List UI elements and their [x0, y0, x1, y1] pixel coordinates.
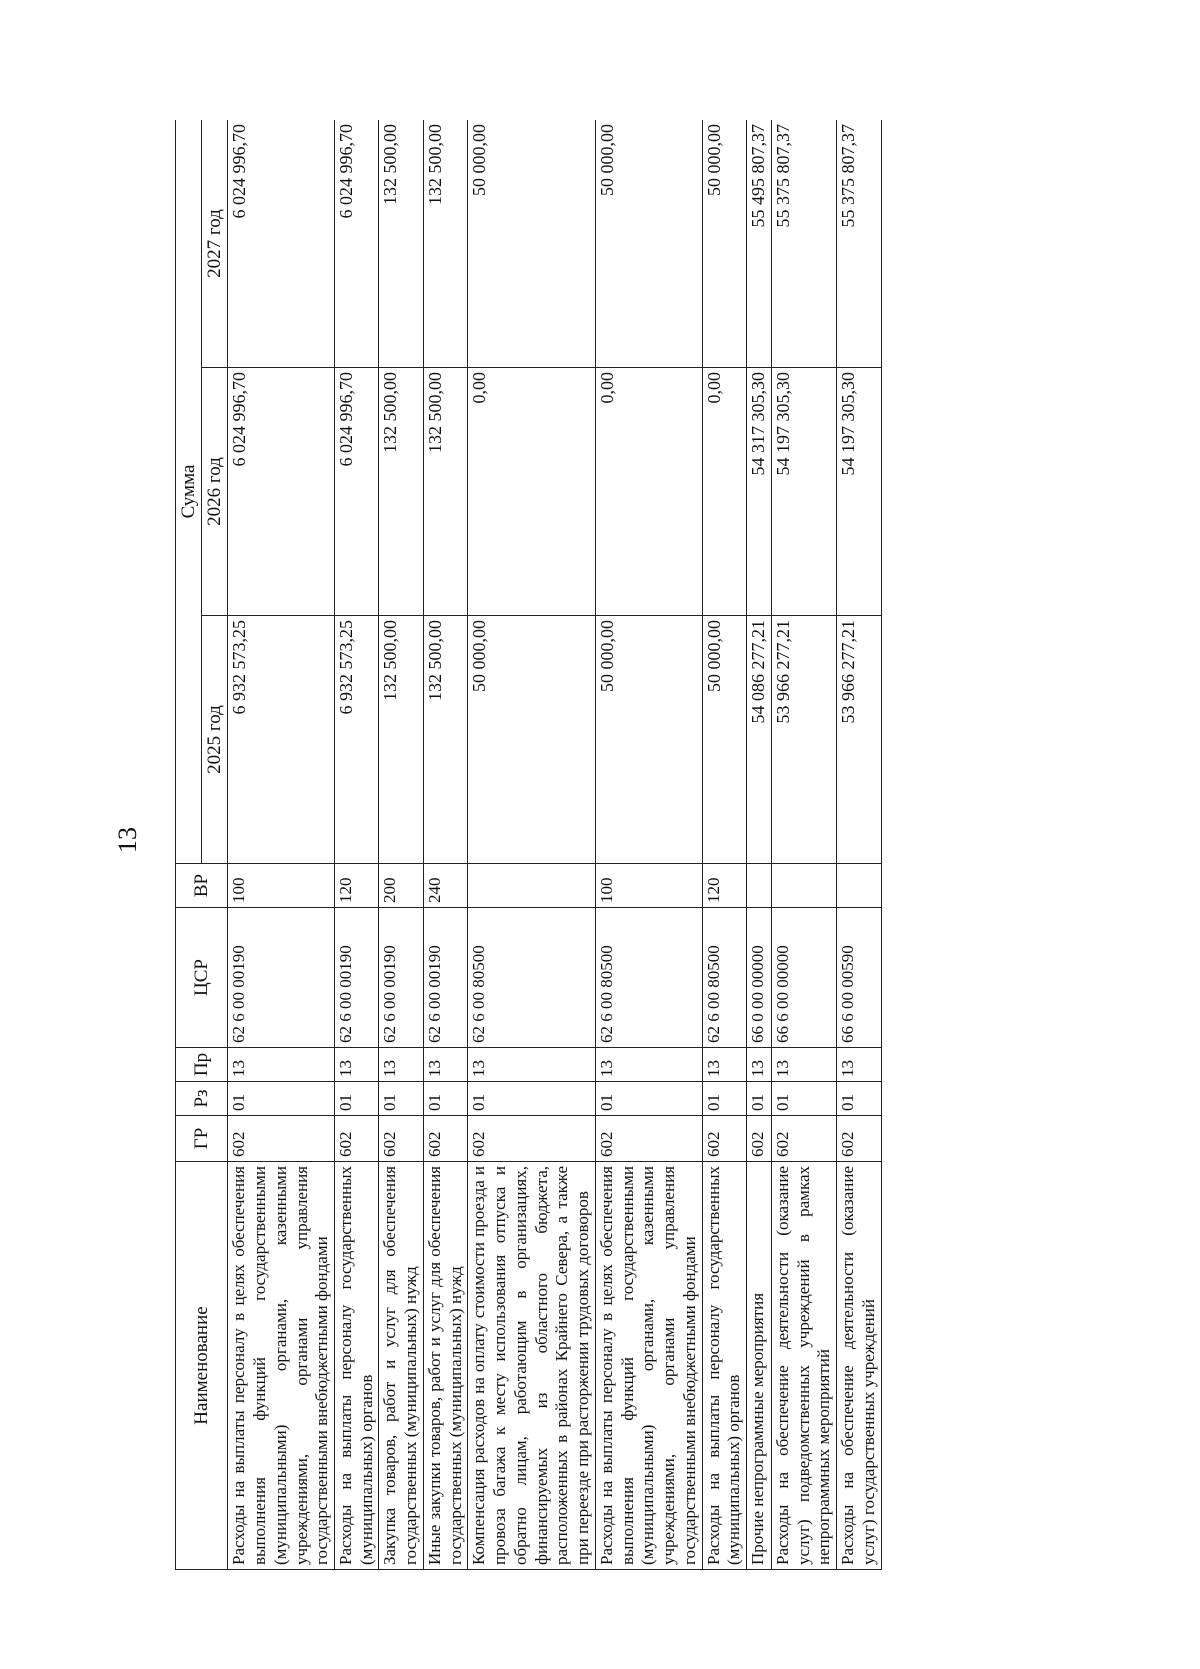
- cell-rz: 01: [702, 1082, 746, 1116]
- table-body: [228, 120, 881, 1570]
- cell-rz: 01: [771, 1082, 836, 1116]
- header-2025: 2025 год: [202, 616, 228, 864]
- cell-vr: 240: [423, 864, 467, 908]
- cell-name: Расходы на выплаты персоналу государственных (муниципальных) органов: [335, 1162, 379, 1570]
- cell-name: Расходы на обеспечение деятельности (оказание услуг) государственных учреждений: [837, 1162, 881, 1570]
- cell-csr: 62 6 00 80500: [595, 908, 702, 1048]
- cell-gr: 602: [335, 1116, 379, 1162]
- cell-2025: 53 966 277,21: [771, 616, 836, 864]
- cell-name: Компенсация расходов на оплату стоимости проезда и провоза багажа к месту использования отпуска и обратно лицам, работающим в организациях, финансируемых из областного бюджета, расположенных в районах Крайнего Севера, а также при переезде при расторжении трудовых договоров: [468, 1162, 595, 1570]
- table-row: [335, 120, 379, 1570]
- cell-2025: 50 000,00: [468, 616, 595, 864]
- cell-2026: 132 500,00: [379, 368, 423, 616]
- cell-vr: [468, 864, 595, 908]
- cell-csr: 62 6 00 00190: [379, 908, 423, 1048]
- header-rz: Рз: [176, 1082, 228, 1116]
- header-name: Наименование: [176, 1162, 228, 1570]
- cell-name: Закупка товаров, работ и услуг для обеспечения государственных (муниципальных) нужд: [379, 1162, 423, 1570]
- cell-pr: 13: [837, 1048, 881, 1082]
- cell-2027: 50 000,00: [595, 120, 702, 368]
- cell-pr: 13: [771, 1048, 836, 1082]
- header-sum: Сумма: [176, 120, 202, 864]
- cell-pr: 13: [746, 1048, 771, 1082]
- cell-rz: 01: [468, 1082, 595, 1116]
- cell-vr: 100: [228, 864, 335, 908]
- cell-2025: 6 932 573,25: [335, 616, 379, 864]
- cell-vr: 120: [702, 864, 746, 908]
- table-row: [746, 120, 771, 1570]
- cell-gr: 602: [468, 1116, 595, 1162]
- cell-csr: 62 6 00 00190: [228, 908, 335, 1048]
- cell-2025: 54 086 277,21: [746, 616, 771, 864]
- cell-csr: 62 6 00 80500: [702, 908, 746, 1048]
- cell-name: Расходы на выплаты персоналу в целях обеспечения выполнения функций государственными (муниципальными) органами, казенными учреждениями, органами управления государственными внебюджетными фондами: [595, 1162, 702, 1570]
- cell-gr: 602: [746, 1116, 771, 1162]
- cell-2026: 6 024 996,70: [228, 368, 335, 616]
- cell-2027: 55 375 807,37: [837, 120, 881, 368]
- table-row: [595, 120, 702, 1570]
- page-number: 13: [113, 827, 142, 853]
- cell-vr: 100: [595, 864, 702, 908]
- cell-rz: 01: [746, 1082, 771, 1116]
- budget-table: [175, 120, 882, 1570]
- cell-rz: 01: [595, 1082, 702, 1116]
- cell-2026: 54 317 305,30: [746, 368, 771, 616]
- budget-table-rotated: [175, 120, 1015, 1570]
- budget-table-frame: [175, 120, 1015, 1570]
- header-2027: 2027 год: [202, 120, 228, 368]
- header-gr: ГР: [176, 1116, 228, 1162]
- cell-csr: 66 0 00 00000: [746, 908, 771, 1048]
- cell-pr: 13: [335, 1048, 379, 1082]
- cell-name: Прочие непрограммные мероприятия: [746, 1162, 771, 1570]
- cell-gr: 602: [423, 1116, 467, 1162]
- cell-pr: 13: [702, 1048, 746, 1082]
- cell-2026: 6 024 996,70: [335, 368, 379, 616]
- cell-csr: 66 6 00 00590: [837, 908, 881, 1048]
- cell-2025: 50 000,00: [702, 616, 746, 864]
- cell-pr: 13: [423, 1048, 467, 1082]
- cell-2026: 132 500,00: [423, 368, 467, 616]
- cell-name: Расходы на обеспечение деятельности (оказание услуг) подведомственных учреждений в рамках непрограммных мероприятий: [771, 1162, 836, 1570]
- cell-2026: 0,00: [468, 368, 595, 616]
- cell-2027: 50 000,00: [468, 120, 595, 368]
- cell-csr: 66 6 00 00000: [771, 908, 836, 1048]
- cell-gr: 602: [771, 1116, 836, 1162]
- cell-rz: 01: [335, 1082, 379, 1116]
- header-2026: 2026 год: [202, 368, 228, 616]
- cell-pr: 13: [379, 1048, 423, 1082]
- cell-gr: 602: [595, 1116, 702, 1162]
- cell-name: Иные закупки товаров, работ и услуг для обеспечения государственных (муниципальных) нужд: [423, 1162, 467, 1570]
- cell-rz: 01: [423, 1082, 467, 1116]
- cell-2026: 54 197 305,30: [771, 368, 836, 616]
- header-vr: ВР: [176, 864, 228, 908]
- table-row: [423, 120, 467, 1570]
- cell-rz: 01: [837, 1082, 881, 1116]
- table-row: [379, 120, 423, 1570]
- cell-2027: 55 495 807,37: [746, 120, 771, 368]
- cell-vr: 200: [379, 864, 423, 908]
- cell-2027: 6 024 996,70: [228, 120, 335, 368]
- header-row-1: [176, 120, 202, 1570]
- cell-pr: 13: [228, 1048, 335, 1082]
- cell-vr: [837, 864, 881, 908]
- cell-2025: 50 000,00: [595, 616, 702, 864]
- cell-name: Расходы на выплаты персоналу государственных (муниципальных) органов: [702, 1162, 746, 1570]
- header-csr: ЦСР: [176, 908, 228, 1048]
- cell-2026: 0,00: [595, 368, 702, 616]
- cell-gr: 602: [702, 1116, 746, 1162]
- table-row: [702, 120, 746, 1570]
- cell-2027: 132 500,00: [423, 120, 467, 368]
- header-pr: Пр: [176, 1048, 228, 1082]
- cell-pr: 13: [468, 1048, 595, 1082]
- cell-2025: 53 966 277,21: [837, 616, 881, 864]
- table-row: [468, 120, 595, 1570]
- cell-2026: 54 197 305,30: [837, 368, 881, 616]
- cell-rz: 01: [379, 1082, 423, 1116]
- table-row: [837, 120, 881, 1570]
- table-row: [228, 120, 335, 1570]
- cell-2025: 132 500,00: [423, 616, 467, 864]
- cell-vr: [746, 864, 771, 908]
- cell-2025: 132 500,00: [379, 616, 423, 864]
- cell-2026: 0,00: [702, 368, 746, 616]
- cell-name: Расходы на выплаты персоналу в целях обеспечения выполнения функций государственными (муниципальными) органами, казенными учреждениями, органами управления государственными внебюджетными фондами: [228, 1162, 335, 1570]
- cell-rz: 01: [228, 1082, 335, 1116]
- cell-2027: 6 024 996,70: [335, 120, 379, 368]
- cell-vr: 120: [335, 864, 379, 908]
- cell-2025: 6 932 573,25: [228, 616, 335, 864]
- cell-2027: 132 500,00: [379, 120, 423, 368]
- cell-csr: 62 6 00 00190: [423, 908, 467, 1048]
- cell-2027: 50 000,00: [702, 120, 746, 368]
- cell-gr: 602: [228, 1116, 335, 1162]
- table-row: [771, 120, 836, 1570]
- cell-csr: 62 6 00 00190: [335, 908, 379, 1048]
- cell-pr: 13: [595, 1048, 702, 1082]
- cell-vr: [771, 864, 836, 908]
- cell-gr: 602: [379, 1116, 423, 1162]
- cell-gr: 602: [837, 1116, 881, 1162]
- cell-csr: 62 6 00 80500: [468, 908, 595, 1048]
- cell-2027: 55 375 807,37: [771, 120, 836, 368]
